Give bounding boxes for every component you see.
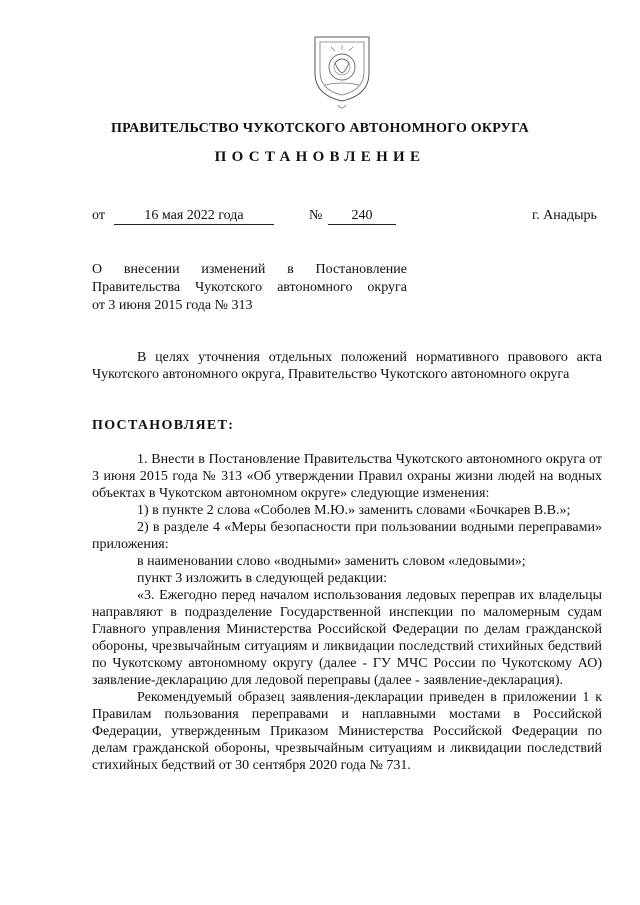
paragraph-4: в наименовании слово «водными» заменить словом «ледовыми»; [137, 554, 526, 569]
date-prefix: от [92, 208, 105, 223]
document-subject [92, 261, 407, 315]
document-date: 16 мая 2022 года [114, 208, 274, 225]
government-title: ПРАВИТЕЛЬСТВО ЧУКОТСКОГО АВТОНОМНОГО ОКРУГА [111, 121, 529, 136]
number-label: № [309, 208, 323, 223]
subject-line: О внесении изменений в Постановление [92, 262, 407, 277]
paragraph-3: 2) в разделе 4 «Меры безопасности при пользовании водными переправами» приложения: [92, 520, 602, 552]
paragraph-2: 1) в пункте 2 слова «Соболев М.Ю.» заменить словами «Бочкарев В.В.»; [137, 503, 571, 518]
decree-body [92, 451, 602, 774]
subject-line: от 3 июня 2015 года № 313 [92, 298, 253, 313]
coat-of-arms-icon [311, 33, 373, 103]
city: г. Анадырь [532, 208, 597, 223]
decree-heading: ПОСТАНОВЛЯЕТ: [92, 418, 235, 433]
paragraph-6: «3. Ежегодно перед началом использования ледовых переправ их владельцы направляют в подразделение Государственной инспекции по маломерным судам Главного управления Министерства Российской Федерации по делам гражданской обороны, чрезвычайным ситуациям и ликвидации последствий стихийных бедствий по Чукотскому автономному округу (далее - ГУ МЧС России по Чукотскому АО) заявление-декларацию для ледовой переправы (далее - заявление-декларация). [92, 588, 602, 688]
preamble-paragraph: В целях уточнения отдельных положений нормативного правового акта Чукотского автономного округа, Правительство Чукотского автономного округа [92, 350, 602, 382]
paragraph-1: 1. Внести в Постановление Правительства Чукотского автономного округа от 3 июня 2015 года № 313 «Об утверждении Правил охраны жизни людей на водных объектах в Чукотском автономном округе» следующие изменения: [92, 452, 602, 501]
document-type: ПОСТАНОВЛЕНИЕ [214, 149, 426, 165]
paragraph-5: пункт 3 изложить в следующей редакции: [137, 571, 387, 586]
document-number: 240 [328, 208, 396, 225]
subject-line: Правительства Чукотского автономного округа [92, 280, 407, 295]
emblem-ornament-icon [337, 104, 347, 112]
paragraph-7: Рекомендуемый образец заявления-декларации приведен в приложении 1 к Правилам пользования переправами и наплавными мостами в Российской Федерации, утвержденным Приказом Министерства Российской Федерации по делам гражданской обороны, чрезвычайным ситуациям и ликвидации последствий стихийных бедствий от 30 сентября 2020 года № 731. [92, 690, 602, 773]
